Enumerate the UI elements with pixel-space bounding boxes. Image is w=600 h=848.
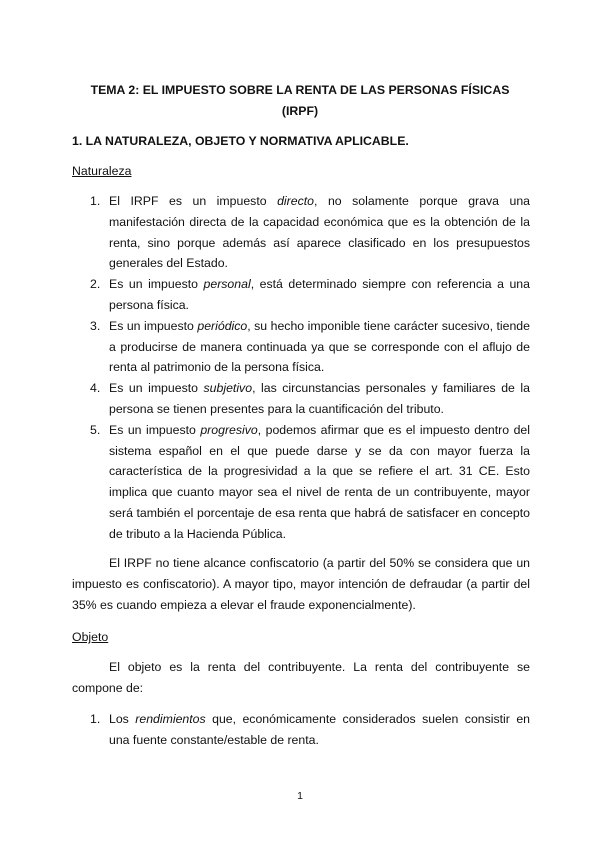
list-item-number: 1. (90, 194, 101, 208)
naturaleza-list (72, 191, 530, 545)
list-item-emphasis: directo (277, 194, 315, 208)
list-item-text: , no solamente porque grava una manifestación directa de la capacidad económica que es la obtención de la renta, sino porque además así aparece clasificado en los presupuestos generales del Estado. (109, 194, 530, 271)
list-item (72, 316, 530, 378)
objeto-list (72, 709, 530, 751)
list-item-emphasis: rendimientos (135, 712, 206, 726)
list-item-text: Es un impuesto (109, 318, 198, 333)
list-item-number: 3. (90, 318, 101, 333)
objeto-heading: Objeto (72, 630, 109, 644)
naturaleza-paragraph: El IRPF no tiene alcance confiscatorio (a partir del 50% se considera que un impuesto es confiscatorio). A mayor tipo, mayor intención de defraudar (a partir del 35% es cuando empieza a elevar el fraude exponencialmente). (72, 556, 530, 612)
list-item-text: , podemos afirmar que es el impuesto dentro del sistema español en el que puede darse y se da con mayor fuerza la característica de la progresividad a la que se refiere el art. 31 CE. Esto implica que cuanto mayor sea el nivel de renta de un contribuyente, mayor será también el porcentaje de esa renta que habrá de satisfacer en concepto de tributo a la Hacienda Pública. (109, 422, 530, 541)
list-item (72, 420, 530, 545)
list-item-emphasis: personal (203, 277, 251, 292)
page-number: 1 (297, 790, 303, 802)
title-line-1: TEMA 2: EL IMPUESTO SOBRE LA RENTA DE LAS PERSONAS FÍSICAS (90, 83, 510, 97)
list-item (72, 378, 530, 420)
list-item-emphasis: progresivo (200, 422, 258, 437)
list-item-text: Es un impuesto (109, 422, 201, 437)
list-item-text: que, económicamente considerados suelen consistir en una fuente constante/estable de renta. (109, 712, 530, 747)
title-line-2: (IRPF) (281, 104, 319, 118)
list-item-number: 4. (90, 381, 101, 396)
list-item-text: , está determinado siempre con referencia a una persona física. (109, 277, 530, 312)
list-item-text: Los (109, 712, 136, 726)
list-item (72, 191, 530, 274)
list-item-text: El IRPF es un impuesto (109, 194, 278, 208)
list-item-emphasis: subjetivo (203, 381, 253, 396)
document-title (70, 80, 530, 122)
list-item-text: , su hecho imponible tiene carácter sucesivo, tiende a producirse de manera continuada ya que se corresponde con el aflujo de renta al patrimonio de la persona física. (109, 318, 530, 375)
list-item-number: 5. (90, 422, 101, 437)
list-item-text: Es un impuesto (109, 277, 204, 292)
list-item-text: Es un impuesto (109, 381, 204, 396)
list-item-emphasis: periódico (197, 318, 248, 333)
naturaleza-heading: Naturaleza (72, 164, 132, 178)
list-item-number: 2. (90, 277, 101, 292)
objeto-paragraph: El objeto es la renta del contribuyente. La renta del contribuyente se compone de: (72, 660, 530, 695)
list-item (72, 274, 530, 316)
list-item (72, 709, 530, 751)
list-item-number: 1. (90, 712, 101, 726)
section-heading: 1. LA NATURALEZA, OBJETO Y NORMATIVA APLICABLE. (72, 134, 409, 148)
list-item-text: , las circunstancias personales y familiares de la persona se tienen presentes para la cuantificación del tributo. (109, 381, 530, 416)
